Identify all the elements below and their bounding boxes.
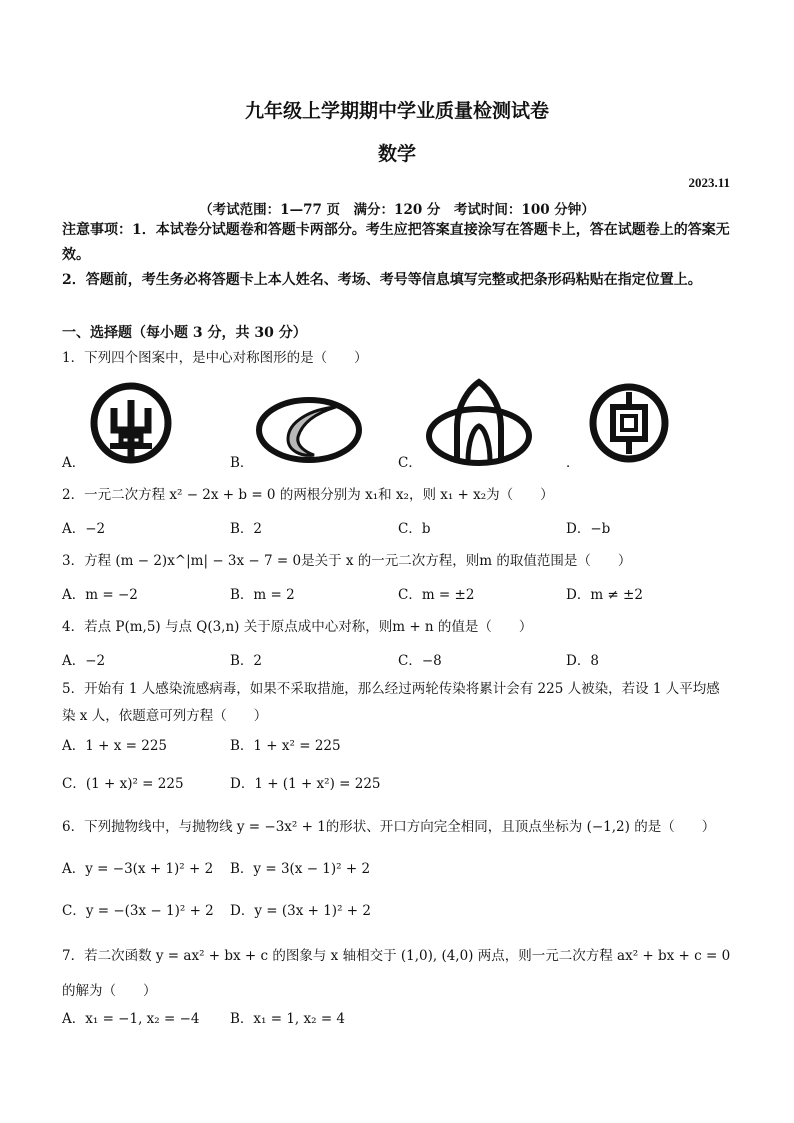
question-7-stem: 7．若二次函数 y = ax² + bx + c 的图象与 x 轴相交于 (1,0), (4,0) 两点，则一元二次方程 ax² + bx + c = 0 的解为（ ） (62, 948, 731, 999)
question-2-option-a: A．−2 (62, 521, 106, 537)
question-5-option-d: D．1 + (1 + x²) = 225 (230, 776, 381, 792)
note-2: 2．答题前，考生务必将答题卡上本人姓名、考场、考号等信息填写完整或把条形码粘贴在指定位置上。 (62, 272, 702, 288)
question-1-option-b: B． (230, 455, 254, 471)
bank-logo-arch-icon (424, 378, 534, 468)
section-heading: 一、选择题（每小题 3 分，共 30 分） (62, 325, 307, 341)
exam-title: 九年级上学期期中学业质量检测试卷 (244, 100, 549, 122)
question-3-option-d: D．m ≠ ±2 (566, 587, 643, 603)
subject-title: 数学 (377, 143, 416, 165)
exam-date: 2023.11 (688, 175, 730, 190)
question-2-option-d: D．−b (566, 521, 611, 537)
question-2-stem: 2．一元二次方程 x² − 2x + b = 0 的两根分别为 x₁和 x₂，则 x₁ + x₂为（ ） (62, 487, 554, 503)
question-1-option-c: C． (398, 455, 422, 471)
question-3-option-a: A．m = −2 (62, 587, 138, 603)
question-7-option-a: A．x₁ = −1, x₂ = −4 (62, 1011, 200, 1027)
question-2-option-b: B．2 (230, 521, 263, 537)
question-5-option-c: C．(1 + x)² = 225 (62, 776, 184, 792)
question-6-stem: 6．下列抛物线中，与抛物线 y = −3x² + 1的形状、开口方向完全相同，且顶点坐标为 (−1,2) 的是（ ） (62, 819, 716, 835)
bank-logo-fork-icon (88, 380, 174, 466)
question-2-option-c: C．b (398, 521, 431, 537)
question-6-option-d: D．y = (3x + 1)² + 2 (230, 903, 371, 919)
question-1-option-a: A． (62, 455, 86, 471)
question-4-stem: 4．若点 P(m,5) 与点 Q(3,n) 关于原点成中心对称，则m + n 的值是（ ） (62, 619, 533, 635)
question-6-option-c: C．y = −(3x − 1)² + 2 (62, 903, 214, 919)
question-7-option-b: B．x₁ = 1, x₂ = 4 (230, 1011, 346, 1027)
question-3-option-c: C．m = ±2 (398, 587, 475, 603)
question-3-option-b: B．m = 2 (230, 587, 295, 603)
question-5-option-a: A．1 + x = 225 (62, 738, 168, 754)
question-5-stem: 5．开始有 1 人感染流感病毒，如果不采取措施，那么经过两轮传染将累计会有 225 人被染，若设 1 人平均感染 x 人，依题意可列方程（ ） (62, 681, 720, 724)
question-4-option-b: B．2 (230, 653, 263, 669)
question-1-stem: 1．下列四个图案中，是中心对称图形的是（ ） (62, 350, 368, 366)
question-6-option-b: B．y = 3(x − 1)² + 2 (230, 861, 371, 877)
question-4-option-d: D．8 (566, 653, 599, 669)
question-4-option-a: A．−2 (62, 653, 106, 669)
note-1: 注意事项：1．本试卷分试题卷和答题卡两部分。考生应把答案直接涂写在答题卡上，答在试题卷上的答案无效。 (62, 222, 730, 263)
question-5-option-b: B．1 + x² = 225 (230, 738, 341, 754)
bank-logo-coin-icon (586, 380, 672, 466)
question-1-option-d: ． (566, 455, 580, 471)
question-6-option-a: A．y = −3(x + 1)² + 2 (62, 861, 214, 877)
bank-logo-wave-icon (254, 393, 364, 467)
question-4-option-c: C．−8 (398, 653, 442, 669)
question-3-stem: 3．方程 (m − 2)x^|m| − 3x − 7 = 0是关于 x 的一元二次方程，则m 的取值范围是（ ） (62, 553, 632, 569)
exam-info: （考试范围：1—77 页 满分：120 分 考试时间：100 分钟） (199, 202, 595, 218)
